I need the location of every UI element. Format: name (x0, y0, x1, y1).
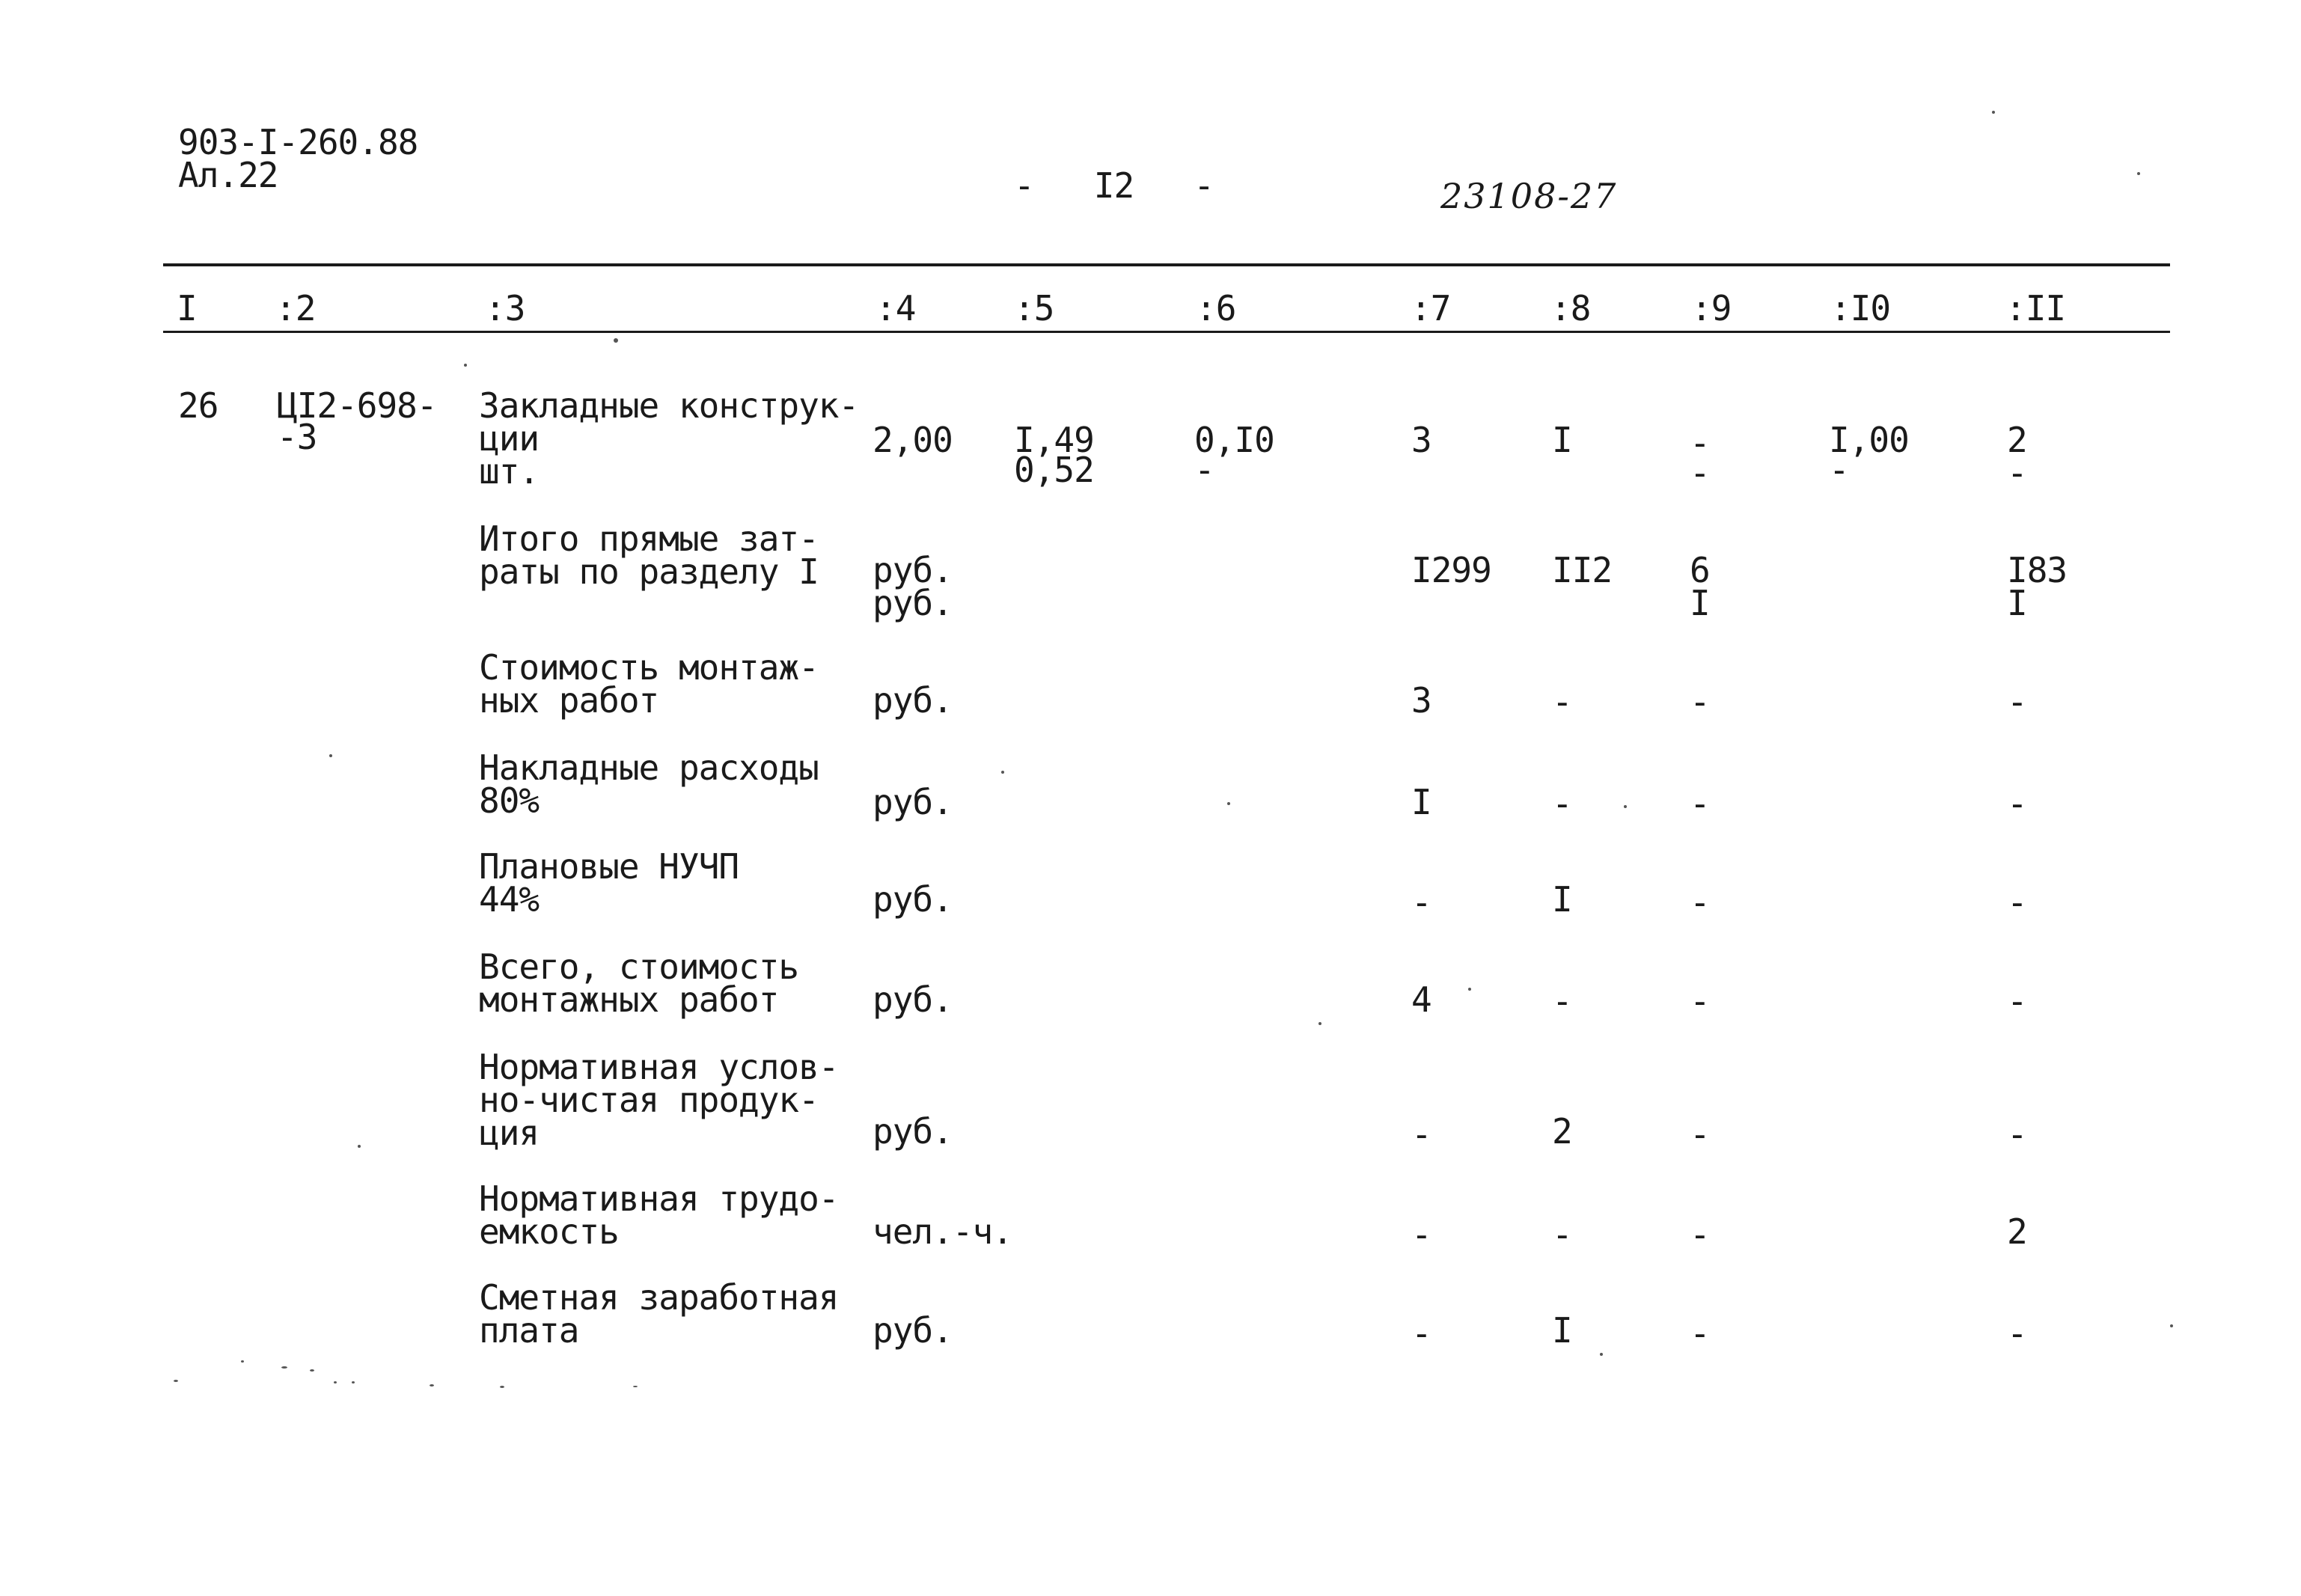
document-code: 903-I-260.88 (178, 122, 418, 162)
row-col8: I (1552, 1310, 1572, 1351)
sheet-label: Ал.22 (178, 155, 278, 195)
row-col7: I299 (1411, 550, 1491, 590)
row-label: Стоимость монтаж- ных работ (479, 647, 819, 721)
row-col7: - (1411, 1214, 1431, 1255)
row-col11: - (2007, 783, 2027, 824)
column-header-9: :9 (1691, 288, 1732, 328)
column-header-4: :4 (876, 288, 916, 328)
item-col11-top: 2 (2007, 420, 2027, 460)
item-name: Закладные конструк- (479, 385, 859, 426)
column-header-5: :5 (1014, 288, 1054, 328)
row-unit: руб. (873, 782, 953, 822)
header-top-rule (163, 263, 2170, 266)
row-col7: 3 (1411, 680, 1431, 721)
row-col8: - (1552, 783, 1572, 824)
row-label: Сметная заработная плата (479, 1277, 839, 1351)
column-header-2: :2 (275, 288, 316, 328)
item-col7: 3 (1411, 420, 1431, 460)
page-number: - I2 - (1014, 165, 1214, 206)
row-col11: I83 I (2007, 550, 2068, 623)
row-col11: - (2007, 682, 2027, 722)
item-quantity: 2,00 (873, 420, 953, 460)
row-unit: руб. руб. (873, 550, 953, 623)
row-unit: руб. (873, 680, 953, 721)
row-label: Плановые НУЧП 44% (479, 846, 739, 920)
row-unit: руб. (873, 1310, 953, 1351)
item-col6-bottom: - (1194, 450, 1214, 490)
row-col9: - (1690, 1114, 1710, 1155)
row-col9: - (1690, 783, 1710, 824)
row-col9: - (1690, 682, 1710, 722)
row-col9: 6 I (1690, 550, 1710, 623)
row-col7: - (1411, 1114, 1431, 1155)
item-col9-bottom: - (1690, 453, 1710, 493)
row-col8: 2 (1552, 1111, 1572, 1152)
archive-number: 23108-27 (1440, 176, 1618, 216)
row-label: Итого прямые зат- раты по разделу I (479, 519, 819, 592)
item-col11-bottom: - (2007, 453, 2027, 493)
item-code-continued: -3 (277, 417, 317, 457)
column-header-1: I (177, 288, 197, 328)
item-unit: шт. (479, 451, 540, 492)
header-bottom-rule (163, 331, 2170, 333)
row-col8: - (1552, 981, 1572, 1021)
item-col6-top: 0,I0 (1194, 420, 1274, 460)
row-col11: - (2007, 1313, 2027, 1354)
row-col8: - (1552, 682, 1572, 722)
row-label: Накладные расходы 80% (479, 747, 819, 821)
row-col8: I (1552, 879, 1572, 920)
item-name-continued: ции (479, 418, 540, 459)
row-unit: руб. (873, 979, 953, 1020)
item-col8: I (1552, 420, 1572, 460)
row-col7: - (1411, 882, 1431, 923)
row-col8: II2 (1552, 550, 1613, 590)
row-col9: - (1690, 1214, 1710, 1255)
row-col8: - (1552, 1214, 1572, 1255)
row-col9: - (1690, 1313, 1710, 1354)
row-label: Нормативная услов- но-чистая продук- ция (479, 1047, 839, 1153)
item-number: 26 (178, 385, 219, 426)
row-label: Всего, стоимость монтажных работ (479, 947, 799, 1020)
row-label: Нормативная трудо- емкость (479, 1178, 839, 1252)
column-header-8: :8 (1550, 288, 1591, 328)
column-header-11: :II (2005, 288, 2066, 328)
row-col11: - (2007, 981, 2027, 1021)
row-col9: - (1690, 981, 1710, 1021)
item-col5-top: I,49 (1014, 420, 1094, 460)
row-col11: - (2007, 1114, 2027, 1155)
row-col7: - (1411, 1313, 1431, 1354)
row-col9: - (1690, 882, 1710, 923)
item-code: ЦI2-698- (277, 385, 437, 426)
row-unit: руб. (873, 879, 953, 920)
column-header-6: :6 (1196, 288, 1236, 328)
item-col10-bottom: - (1829, 450, 1849, 490)
row-col11: - (2007, 882, 2027, 923)
item-col9-top: - (1690, 423, 1710, 463)
column-header-7: :7 (1411, 288, 1451, 328)
row-col7: I (1411, 782, 1431, 822)
column-header-3: :3 (485, 288, 525, 328)
row-col11: 2 (2007, 1211, 2027, 1252)
item-col10-top: I,00 (1829, 420, 1909, 460)
row-col7: 4 (1411, 979, 1431, 1020)
row-unit: чел.-ч. (873, 1211, 1012, 1252)
row-unit: руб. (873, 1111, 953, 1152)
column-header-10: :I0 (1830, 288, 1891, 328)
item-col5-bottom: 0,52 (1014, 450, 1094, 490)
